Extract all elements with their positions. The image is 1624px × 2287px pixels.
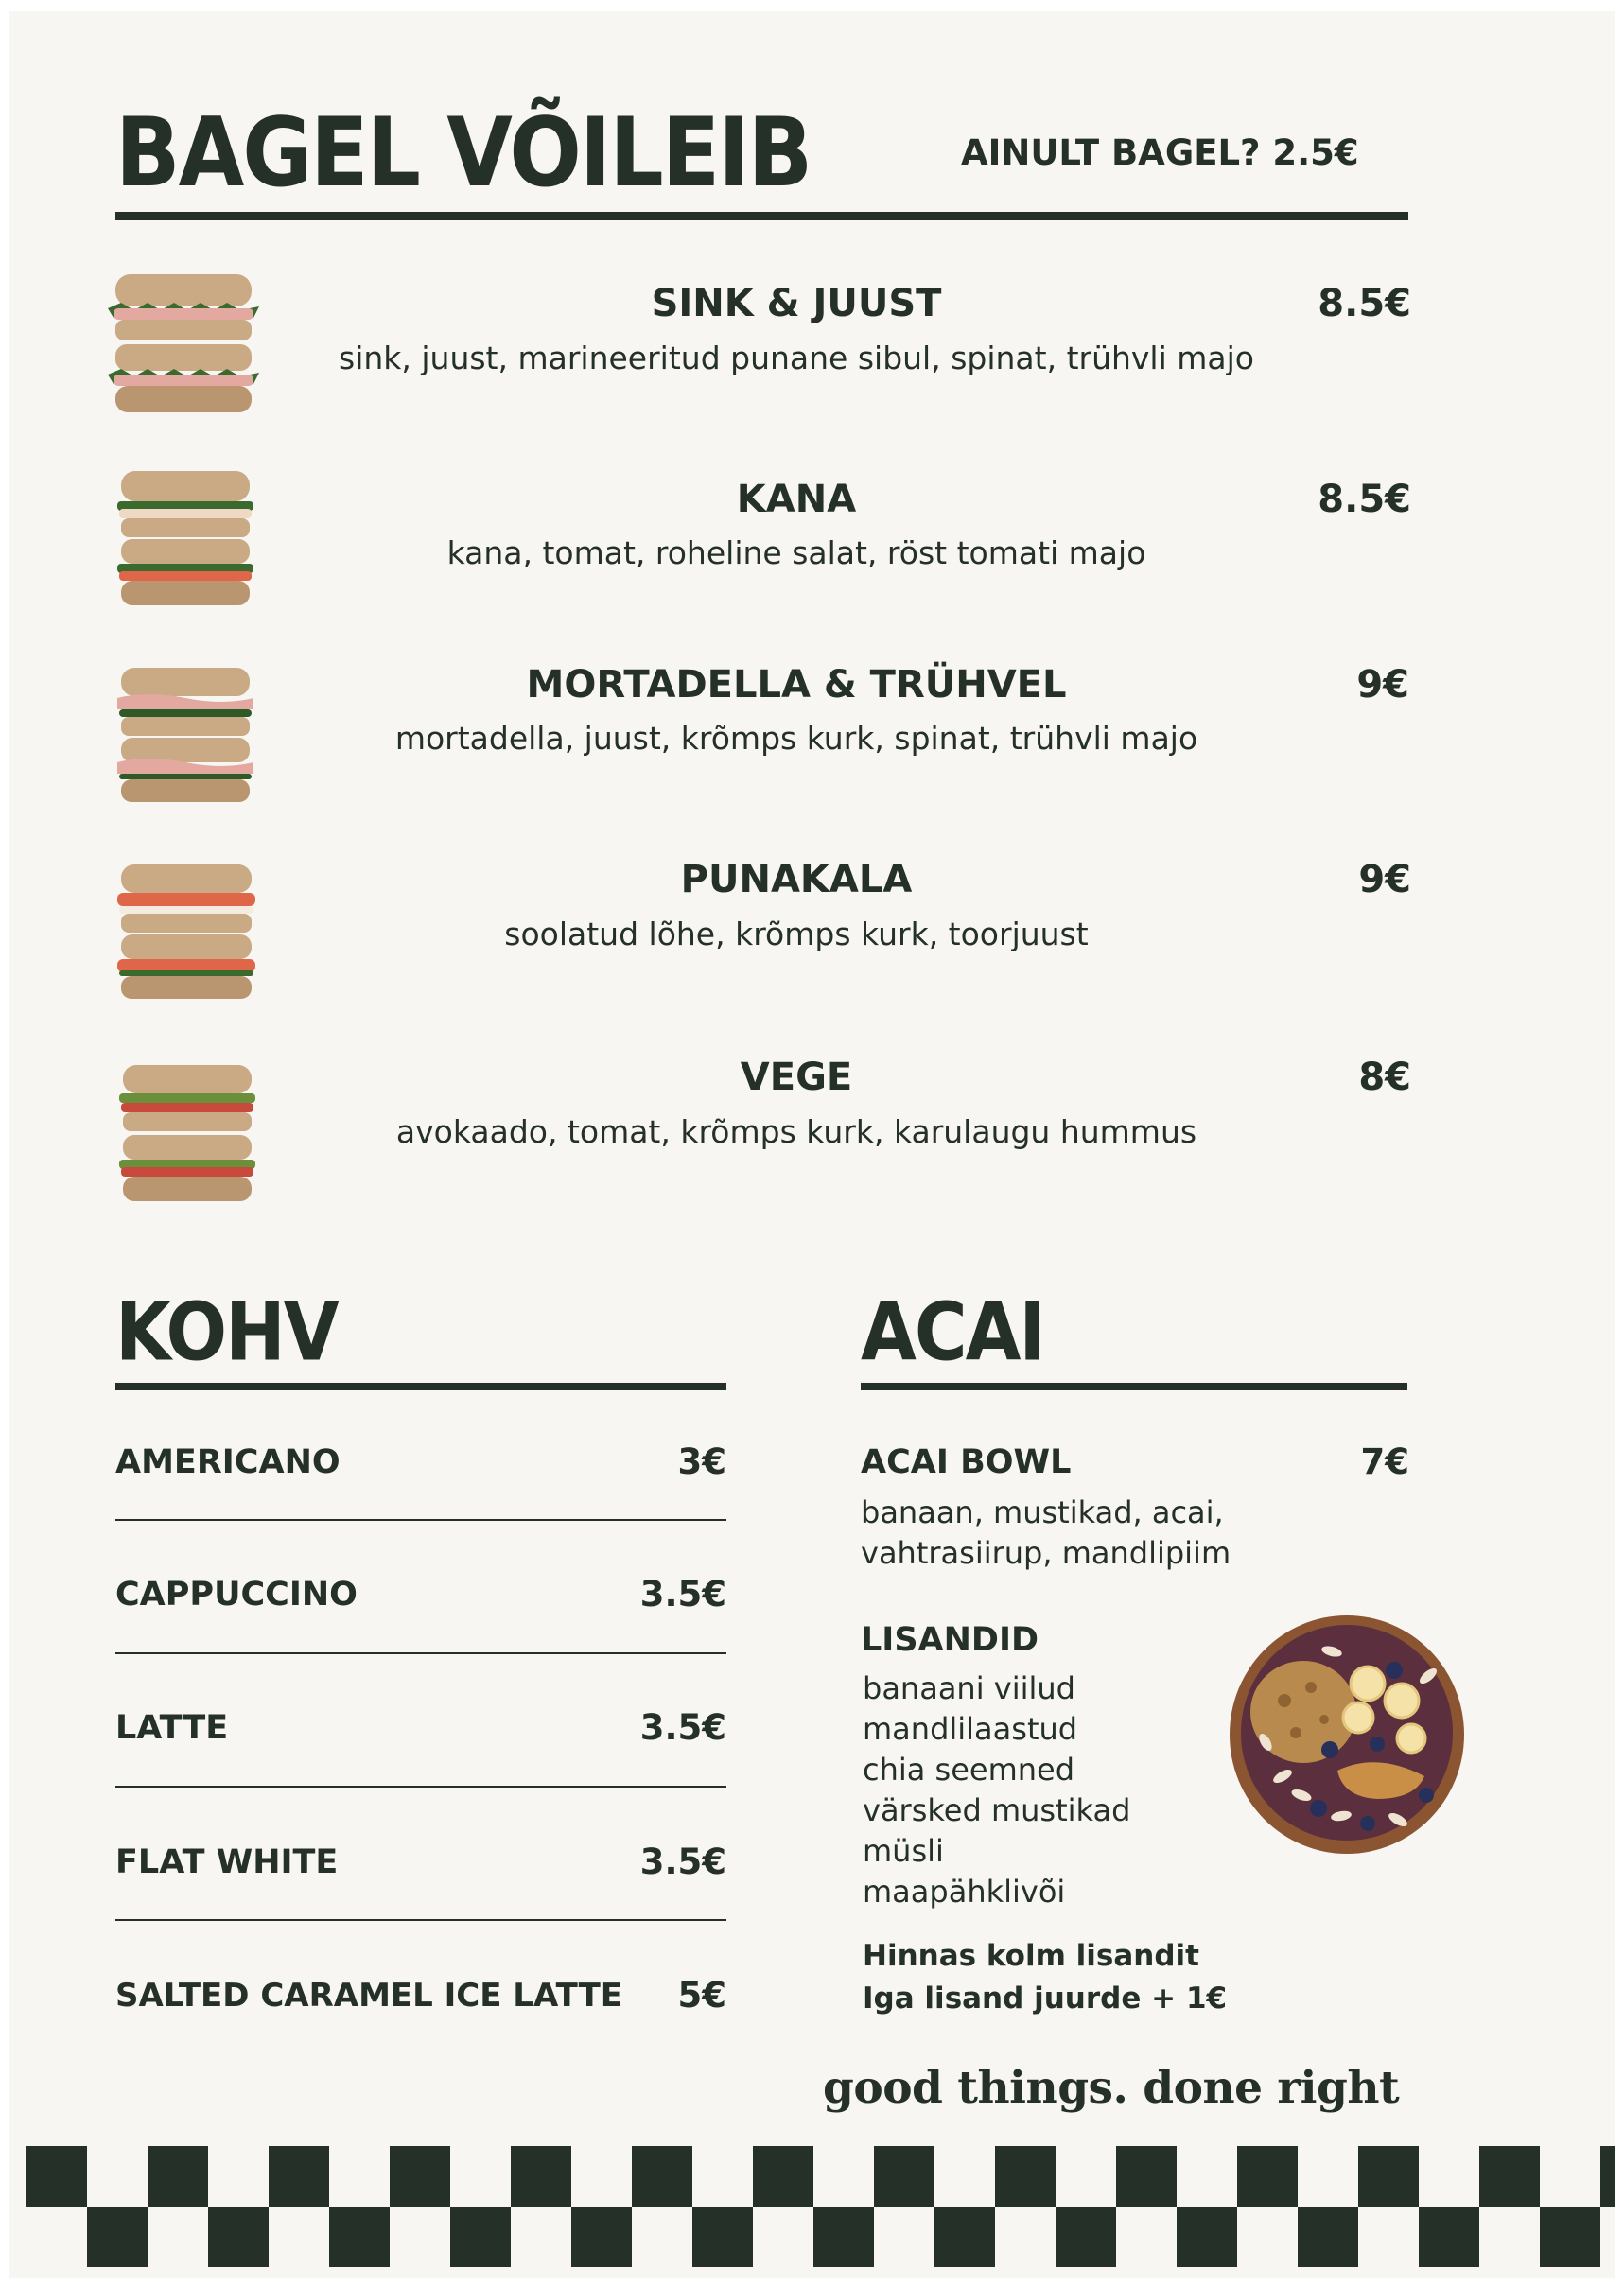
- coffee-title-rule: [115, 1383, 726, 1390]
- checker-square: [692, 2207, 753, 2267]
- bagel-item-name: KANA: [736, 478, 857, 521]
- bagel-item-name: PUNAKALA: [680, 858, 913, 901]
- bagel-item-description: mortadella, juust, krõmps kurk, spinat, trühvli majo: [394, 720, 1198, 757]
- coffee-divider: [115, 1519, 726, 1521]
- acai-bowl-description: vahtrasiirup, mandlipiim: [861, 1535, 1231, 1571]
- coffee-item-price: 3.5€: [639, 1842, 726, 1882]
- topping-item: värsked mustikad: [863, 1792, 1131, 1828]
- coffee-item-name: AMERICANO: [115, 1443, 341, 1481]
- checker-square: [632, 2146, 692, 2207]
- coffee-item-price: 5€: [677, 1975, 726, 2016]
- bagel-item-name: SINK & JUUST: [651, 282, 942, 325]
- checker-square: [1056, 2207, 1116, 2267]
- bagel-section-title: BAGEL VÕILEIB: [115, 97, 812, 209]
- checker-square: [148, 2146, 208, 2207]
- checker-square: [511, 2146, 571, 2207]
- acai-bowl-image: [1226, 1610, 1468, 1858]
- checker-square: [1419, 2207, 1479, 2267]
- toppings-note: Hinnas kolm lisandit: [863, 1939, 1200, 1973]
- checker-square: [1358, 2146, 1419, 2207]
- coffee-item-price: 3.5€: [639, 1574, 726, 1615]
- coffee-divider: [115, 1919, 726, 1921]
- bagel-item-description: avokaado, tomat, krõmps kurk, karulaugu hummus: [395, 1113, 1197, 1150]
- coffee-section-title: KOHV: [115, 1284, 338, 1379]
- checker-square: [1600, 2146, 1615, 2207]
- toppings-title: LISANDID: [861, 1621, 1039, 1659]
- acai-section-title: ACAI: [861, 1284, 1044, 1379]
- coffee-item-name: SALTED CARAMEL ICE LATTE: [115, 1977, 623, 2015]
- checker-square: [87, 2207, 148, 2267]
- bagel-item-name: VEGE: [740, 1056, 853, 1099]
- toppings-note: Iga lisand juurde + 1€: [863, 1981, 1228, 2016]
- tagline: good things. done right: [823, 2062, 1400, 2114]
- bagel-item-price: 8.5€: [1318, 282, 1411, 325]
- topping-item: mandlilaastud: [863, 1711, 1078, 1747]
- topping-item: banaani viilud: [863, 1670, 1075, 1706]
- bagel-item-price: 8€: [1358, 1056, 1411, 1099]
- checker-square: [1540, 2207, 1600, 2267]
- coffee-divider: [115, 1652, 726, 1654]
- checker-square: [269, 2146, 329, 2207]
- checker-square: [753, 2146, 813, 2207]
- coffee-item-price: 3.5€: [639, 1707, 726, 1748]
- topping-item: maapähklivõi: [863, 1874, 1066, 1910]
- checker-square: [1116, 2146, 1177, 2207]
- checker-square: [1237, 2146, 1298, 2207]
- bagel-item-name: MORTADELLA & TRÜHVEL: [526, 663, 1067, 707]
- acai-title-rule: [861, 1383, 1407, 1390]
- checker-square: [934, 2207, 995, 2267]
- checker-square: [208, 2207, 269, 2267]
- checker-square: [450, 2207, 511, 2267]
- checker-square: [874, 2146, 934, 2207]
- acai-bowl-description: banaan, mustikad, acai,: [861, 1494, 1224, 1530]
- checker-square: [329, 2207, 390, 2267]
- only-bagel-price: AINULT BAGEL? 2.5€: [961, 132, 1359, 173]
- bagel-item-description: soolatud lõhe, krõmps kurk, toorjuust: [504, 916, 1089, 952]
- bagel-item-price: 8.5€: [1318, 478, 1411, 521]
- checker-square: [813, 2207, 874, 2267]
- coffee-divider: [115, 1786, 726, 1788]
- bagel-item-price: 9€: [1358, 858, 1411, 901]
- checker-square: [1298, 2207, 1358, 2267]
- checker-square: [390, 2146, 450, 2207]
- checker-square: [26, 2146, 87, 2207]
- coffee-item-name: CAPPUCCINO: [115, 1576, 358, 1614]
- acai-bowl-price: 7€: [1360, 1441, 1409, 1482]
- topping-item: müsli: [863, 1833, 944, 1869]
- bagel-title-rule: [115, 212, 1408, 220]
- checker-square: [1177, 2207, 1237, 2267]
- checker-square: [995, 2146, 1056, 2207]
- checker-square: [571, 2207, 632, 2267]
- coffee-item-name: LATTE: [115, 1709, 229, 1747]
- acai-bowl-name: ACAI BOWL: [861, 1443, 1072, 1481]
- bagel-item-description: sink, juust, marineeritud punane sibul, spinat, trühvli majo: [339, 340, 1254, 376]
- bagel-item-price: 9€: [1356, 663, 1409, 707]
- bagel-item-description: kana, tomat, roheline salat, röst tomati majo: [446, 534, 1146, 571]
- checker-square: [1479, 2146, 1540, 2207]
- coffee-item-name: FLAT WHITE: [115, 1843, 339, 1881]
- coffee-item-price: 3€: [677, 1441, 726, 1482]
- menu-page: [9, 11, 1615, 2278]
- topping-item: chia seemned: [863, 1752, 1075, 1788]
